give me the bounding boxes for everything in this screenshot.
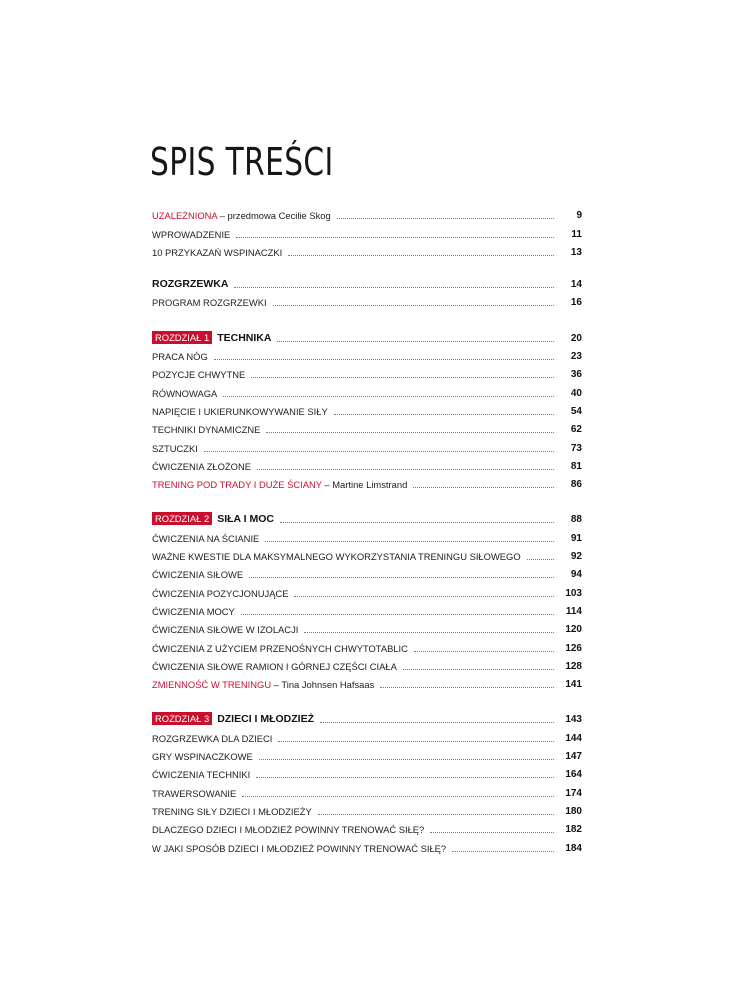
entry-label: WAŻNE KWESTIE DLA MAKSYMALNEGO WYKORZYSTANIA TRENINGU SIŁOWEGO [152, 551, 521, 563]
page-number: 11 [571, 228, 582, 240]
toc-entry[interactable] [152, 547, 582, 565]
page-number: 54 [570, 405, 582, 417]
entry-label: DLACZEGO DZIECI I MŁODZIEŻ POWINNY TRENOWAĆ SIŁĘ? [152, 824, 425, 836]
entry-label: W JAKI SPOSÓB DZIECI I MŁODZIEŻ POWINNY TRENOWAĆ SIŁĘ? [152, 842, 447, 854]
entry-highlight: ZMIENNOŚĆ W TRENINGU [152, 679, 272, 691]
dot-leader [265, 541, 554, 542]
dot-leader [236, 237, 554, 238]
dot-leader [234, 287, 554, 288]
toc-entry-foreword[interactable] [152, 206, 582, 224]
dot-leader [257, 469, 554, 470]
dot-leader [259, 759, 554, 760]
toc-entry[interactable] [152, 583, 582, 601]
chapter-title: TECHNIKA [217, 331, 272, 344]
page-number: 23 [570, 351, 582, 363]
entry-label: ĆWICZENIA TECHNIKI [152, 769, 251, 781]
page-number: 103 [565, 587, 582, 599]
dot-leader [204, 451, 554, 452]
toc-entry[interactable] [152, 420, 582, 438]
chapter-badge: ROZDZIAŁ 1 [152, 331, 212, 344]
dot-leader [223, 396, 554, 397]
dot-leader [273, 305, 554, 306]
entry-label: ĆWICZENIA SIŁOWE RAMION I GÓRNEJ CZĘŚCI CIAŁA [152, 660, 397, 672]
page-number: 20 [570, 332, 582, 344]
page-number: 141 [565, 679, 582, 691]
dot-leader [249, 577, 554, 578]
dot-leader [280, 522, 554, 523]
entry-label: ĆWICZENIA MOCY [152, 605, 235, 617]
dot-leader [242, 796, 554, 797]
chapter-badge: ROZDZIAŁ 3 [152, 712, 212, 725]
entry-author: – Tina Johnsen Hafsaas [271, 679, 375, 691]
toc-entry[interactable] [152, 438, 582, 456]
dot-leader [452, 851, 554, 852]
dot-leader [277, 341, 554, 342]
page-number: 126 [565, 642, 582, 654]
dot-leader [304, 632, 554, 633]
entry-author: – Martine Limstrand [321, 479, 408, 491]
toc-entry[interactable] [152, 293, 582, 311]
page-number: 86 [570, 479, 582, 491]
toc-entry[interactable] [152, 243, 582, 261]
page-number: 94 [570, 569, 582, 581]
entry-label: NAPIĘCIE I UKIERUNKOWYWANIE SIŁY [152, 405, 328, 417]
toc-entry[interactable] [152, 783, 582, 801]
section-heading: ROZGRZEWKA [152, 278, 229, 291]
toc-entry[interactable] [152, 620, 582, 638]
page-number: 120 [565, 624, 582, 636]
dot-leader [403, 669, 554, 670]
toc-entry[interactable] [152, 657, 582, 675]
entry-author: – przedmowa Cecilie Skog [217, 210, 331, 222]
page-number: 40 [570, 387, 582, 399]
chapter-title: DZIECI I MŁODZIEŻ [217, 713, 315, 726]
dot-leader [256, 777, 554, 778]
page-number: 81 [570, 460, 582, 472]
toc-entry[interactable] [152, 365, 582, 383]
page-number: 180 [565, 805, 582, 817]
toc-entry-guest[interactable] [152, 675, 582, 693]
entry-label: SZTUCZKI [152, 442, 198, 454]
page-number: 164 [565, 769, 582, 781]
entry-label: PRACA NÓG [152, 351, 208, 363]
page-number: 128 [565, 660, 582, 672]
table-of-contents [152, 206, 582, 857]
page-number: 92 [570, 551, 582, 563]
page-number: 114 [565, 605, 582, 617]
entry-label: ĆWICZENIA ZŁOŻONE [152, 460, 251, 472]
page-number: 174 [565, 787, 582, 799]
toc-chapter-2[interactable] [152, 510, 582, 528]
toc-entry[interactable] [152, 638, 582, 656]
dot-leader [294, 596, 554, 597]
dot-leader [241, 614, 554, 615]
dot-leader [527, 559, 554, 560]
entry-label: ĆWICZENIA Z UŻYCIEM PRZENOŚNYCH CHWYTOTABLIC [152, 642, 408, 654]
toc-heading-warmup[interactable] [152, 275, 582, 293]
page-number: 147 [565, 751, 582, 763]
page-number: 144 [565, 732, 582, 744]
page-number: 184 [565, 842, 582, 854]
page-number: 143 [565, 714, 582, 726]
entry-label: ĆWICZENIA SIŁOWE [152, 569, 244, 581]
entry-label: 10 PRZYKAZAŃ WSPINACZKI [152, 246, 283, 258]
page-number: 13 [570, 246, 582, 258]
entry-label: ĆWICZENIA SIŁOWE W IZOLACJI [152, 624, 299, 636]
chapter-title: SIŁA I MOC [217, 513, 274, 526]
dot-leader [334, 414, 554, 415]
entry-label: ROZGRZEWKA DLA DZIECI [152, 732, 273, 744]
entry-label: ĆWICZENIA NA ŚCIANIE [152, 532, 260, 544]
dot-leader [214, 359, 554, 360]
toc-entry[interactable] [152, 838, 582, 856]
entry-label: TRENING SIŁY DZIECI I MŁODZIEŻY [152, 805, 312, 817]
entry-highlight: TRENING POD TRADY I DUŻE ŚCIANY [152, 479, 322, 491]
entry-label: GRY WSPINACZKOWE [152, 751, 253, 763]
dot-leader [414, 651, 554, 652]
page-number: 36 [570, 369, 582, 381]
page-number: 91 [570, 532, 582, 544]
entry-label: TRAWERSOWANIE [152, 787, 237, 799]
dot-leader [288, 255, 554, 256]
toc-entry[interactable] [152, 765, 582, 783]
toc-entry[interactable] [152, 402, 582, 420]
page-number: 62 [570, 424, 582, 436]
dot-leader [380, 687, 554, 688]
page-number: 88 [570, 514, 582, 526]
toc-entry[interactable] [152, 383, 582, 401]
page-number: 73 [570, 442, 582, 454]
page-number: 16 [570, 297, 582, 309]
toc-entry[interactable] [152, 820, 582, 838]
toc-chapter-1[interactable] [152, 328, 582, 346]
entry-label: ĆWICZENIA POZYCJONUJĄCE [152, 587, 289, 599]
page-number: 9 [576, 210, 582, 222]
entry-label: WPROWADZENIE [152, 228, 231, 240]
entry-label: RÓWNOWAGA [152, 387, 218, 399]
dot-leader [337, 218, 554, 219]
entry-label: PROGRAM ROZGRZEWKI [152, 297, 267, 309]
dot-leader [278, 741, 554, 742]
toc-entry[interactable] [152, 224, 582, 242]
dot-leader [430, 832, 554, 833]
toc-entry[interactable] [152, 802, 582, 820]
page-number: 182 [565, 824, 582, 836]
toc-entry[interactable] [152, 457, 582, 475]
toc-entry[interactable] [152, 728, 582, 746]
dot-leader [251, 377, 554, 378]
dot-leader [318, 814, 554, 815]
toc-entry[interactable] [152, 528, 582, 546]
dot-leader [266, 432, 554, 433]
dot-leader [413, 487, 554, 488]
entry-label: TECHNIKI DYNAMICZNE [152, 424, 261, 436]
toc-entry-guest[interactable] [152, 475, 582, 493]
toc-entry[interactable] [152, 747, 582, 765]
toc-entry[interactable] [152, 565, 582, 583]
page-number: 14 [570, 279, 582, 291]
dot-leader [320, 722, 554, 723]
entry-label: POZYCJE CHWYTNE [152, 369, 246, 381]
toc-chapter-3[interactable] [152, 710, 582, 728]
toc-entry[interactable] [152, 602, 582, 620]
chapter-badge: ROZDZIAŁ 2 [152, 512, 212, 525]
entry-highlight: UZALEŻNIONA [152, 210, 218, 222]
toc-entry[interactable] [152, 347, 582, 365]
page-title: SPIS TREŚCI [150, 140, 334, 184]
